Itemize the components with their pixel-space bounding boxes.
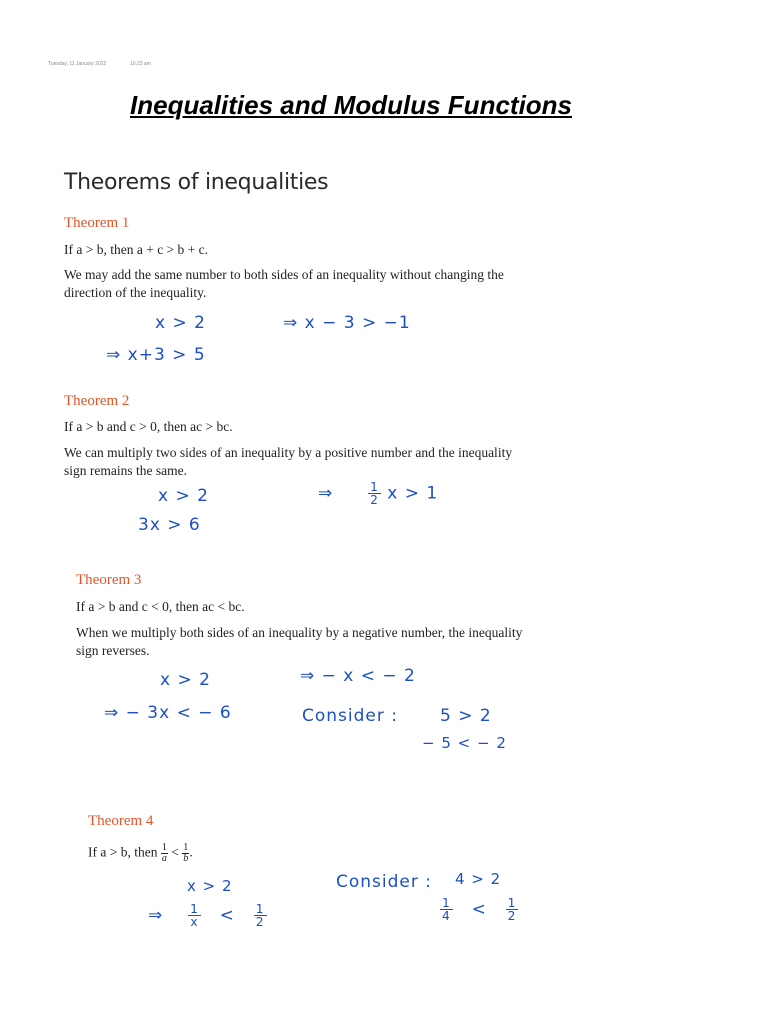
theorem-1-note-1: x > 2: [155, 313, 206, 333]
theorem-3-consider: Consider :: [302, 706, 398, 726]
page-title: Inequalities and Modulus Functions: [130, 90, 573, 120]
theorem-1-note-2: ⇒ x − 3 > −1: [283, 313, 411, 333]
one-over-two-fraction: $\frac{1}{2}$: [507, 896, 517, 924]
section-heading: Theorems of inequalities: [64, 170, 329, 195]
theorem-3-note-2: ⇒ − x < − 2: [300, 666, 416, 686]
theorem-3-label: Theorem 3: [76, 572, 142, 588]
theorem-4-consider-2: $\frac{1}{4}$ < $\frac{1}{2}$: [442, 896, 517, 924]
theorem-2-note-3: 3x > 6: [138, 515, 201, 535]
theorem-1-note-3: ⇒ x+3 > 5: [106, 345, 206, 365]
page-date: Tuesday, 11 January 2022: [48, 61, 107, 67]
theorem-1-statement: If a > b, then a + c > b + c.: [64, 242, 209, 257]
theorem-1-label: Theorem 1: [64, 215, 130, 231]
one-over-a-fraction: $\frac{1}{a}$: [161, 842, 167, 865]
theorem-3-desc-line1: When we multiply both sides of an inequality by a negative number, the inequality: [76, 625, 523, 640]
theorem-3-consider-2: − 5 < − 2: [422, 734, 507, 752]
theorem-2-desc-line2: sign remains the same.: [64, 463, 187, 478]
one-over-two-fraction: $\frac{1}{2}$: [255, 902, 265, 930]
theorem-3-desc-line2: sign reverses.: [76, 643, 150, 658]
theorem-4-consider-1: 4 > 2: [455, 870, 502, 888]
theorem-4-statement: If a > b, then $\frac{1}{a}$ < $\frac{1}{b}$ .: [88, 842, 193, 865]
theorem-3-note-3: ⇒ − 3x < − 6: [104, 703, 232, 723]
half-fraction: $\frac{1}{2}$: [370, 480, 379, 508]
theorem-3-statement: If a > b and c < 0, then ac < bc.: [76, 599, 245, 614]
one-over-b-fraction: $\frac{1}{b}$: [183, 842, 189, 865]
theorem-3-consider-1: 5 > 2: [440, 706, 492, 726]
implies-arrow: ⇒: [148, 905, 164, 926]
theorem-1-desc-line2: direction of the inequality.: [64, 285, 207, 300]
theorem-4-note-1: x > 2: [187, 877, 233, 895]
theorem-2-label: Theorem 2: [64, 393, 130, 409]
implies-arrow: ⇒: [318, 483, 334, 504]
theorem-1-desc-line1: We may add the same number to both sides of an inequality without changing the: [64, 267, 504, 282]
theorem-4-label: Theorem 4: [88, 813, 154, 829]
page-time: 10:23 am: [130, 61, 151, 67]
theorem-3-note-1: x > 2: [160, 670, 211, 690]
theorem-4-note-2: ⇒ $\frac{1}{x}$ < $\frac{1}{2}$: [148, 902, 265, 930]
theorem-2-note-2: ⇒ $\frac{1}{2}$ x > 1: [318, 480, 439, 508]
theorem-2-desc-line1: We can multiply two sides of an inequality by a positive number and the inequality: [64, 445, 513, 460]
theorem-2-statement: If a > b and c > 0, then ac > bc.: [64, 419, 233, 434]
one-over-x-fraction: $\frac{1}{x}$: [190, 902, 199, 930]
one-over-four-fraction: $\frac{1}{4}$: [442, 896, 451, 924]
theorem-2-note-1: x > 2: [158, 486, 209, 506]
theorem-4-consider: Consider :: [336, 872, 432, 892]
